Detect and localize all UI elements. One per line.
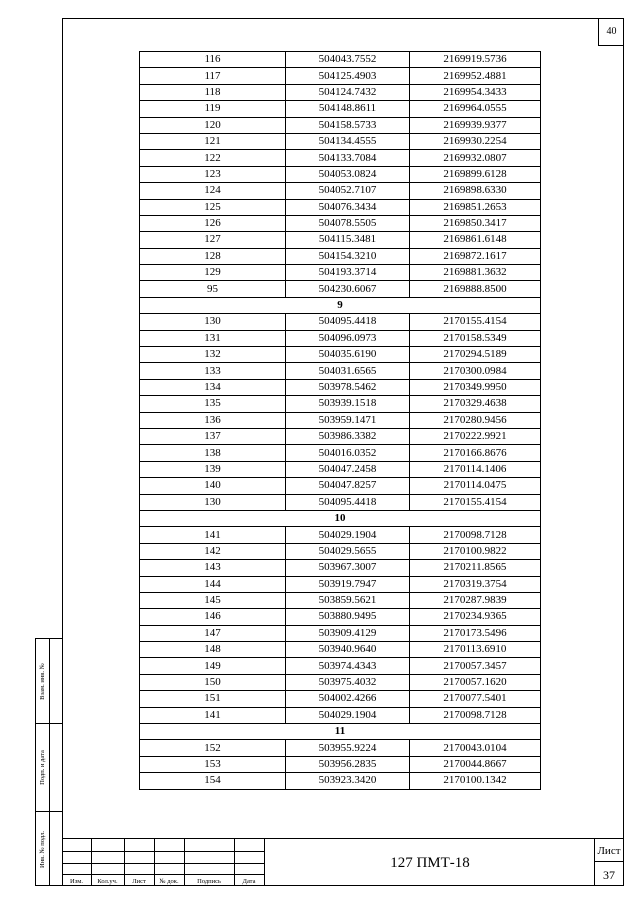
point-number: 149 bbox=[140, 658, 286, 674]
y-coordinate: 2169964.0555 bbox=[410, 101, 541, 117]
point-number: 141 bbox=[140, 527, 286, 543]
table-row bbox=[140, 658, 541, 674]
x-coordinate: 503959.1471 bbox=[286, 412, 410, 428]
x-coordinate: 503978.5462 bbox=[286, 379, 410, 395]
table-row bbox=[140, 232, 541, 248]
x-coordinate: 504148.8611 bbox=[286, 101, 410, 117]
table-row bbox=[140, 379, 541, 395]
coordinates-table bbox=[139, 51, 541, 790]
table-row bbox=[140, 428, 541, 444]
x-coordinate: 503986.3382 bbox=[286, 428, 410, 444]
y-coordinate: 2169899.6128 bbox=[410, 166, 541, 182]
section-header-row bbox=[140, 724, 541, 740]
table-row bbox=[140, 756, 541, 772]
y-coordinate: 2170294.5189 bbox=[410, 347, 541, 363]
x-coordinate: 504029.1904 bbox=[286, 707, 410, 723]
point-number: 130 bbox=[140, 314, 286, 330]
x-coordinate: 504096.0973 bbox=[286, 330, 410, 346]
y-coordinate: 2170114.1406 bbox=[410, 461, 541, 477]
y-coordinate: 2170098.7128 bbox=[410, 707, 541, 723]
y-coordinate: 2170057.1620 bbox=[410, 674, 541, 690]
y-coordinate: 2170329.4638 bbox=[410, 396, 541, 412]
y-coordinate: 2169881.3632 bbox=[410, 265, 541, 281]
table-row bbox=[140, 609, 541, 625]
point-number: 148 bbox=[140, 642, 286, 658]
table-row bbox=[140, 461, 541, 477]
y-coordinate: 2170077.5401 bbox=[410, 691, 541, 707]
point-number: 125 bbox=[140, 199, 286, 215]
point-number: 143 bbox=[140, 560, 286, 576]
point-number: 145 bbox=[140, 592, 286, 608]
point-number: 119 bbox=[140, 101, 286, 117]
point-number: 133 bbox=[140, 363, 286, 379]
point-number: 153 bbox=[140, 756, 286, 772]
point-number: 146 bbox=[140, 609, 286, 625]
document-designation: 127 ПМТ-18 bbox=[390, 854, 470, 871]
column-quantity: Кол.уч. bbox=[97, 877, 118, 885]
point-number: 120 bbox=[140, 117, 286, 133]
table-row bbox=[140, 330, 541, 346]
point-number: 128 bbox=[140, 248, 286, 264]
table-row bbox=[140, 215, 541, 231]
point-number: 130 bbox=[140, 494, 286, 510]
y-coordinate: 2170113.6910 bbox=[410, 642, 541, 658]
y-coordinate: 2170043.0104 bbox=[410, 740, 541, 756]
x-coordinate: 504230.6067 bbox=[286, 281, 410, 297]
section-number: 9 bbox=[140, 297, 541, 313]
section-header-row bbox=[140, 510, 541, 526]
table-row bbox=[140, 150, 541, 166]
point-number: 151 bbox=[140, 691, 286, 707]
x-coordinate: 504047.2458 bbox=[286, 461, 410, 477]
table-row bbox=[140, 625, 541, 641]
point-number: 95 bbox=[140, 281, 286, 297]
y-coordinate: 2169939.9377 bbox=[410, 117, 541, 133]
y-coordinate: 2169851.2653 bbox=[410, 199, 541, 215]
point-number: 131 bbox=[140, 330, 286, 346]
table-row bbox=[140, 117, 541, 133]
table-row bbox=[140, 691, 541, 707]
table-row bbox=[140, 740, 541, 756]
x-coordinate: 504095.4418 bbox=[286, 314, 410, 330]
y-coordinate: 2170173.5496 bbox=[410, 625, 541, 641]
column-sheet: Лист bbox=[132, 877, 146, 885]
x-coordinate: 504053.0824 bbox=[286, 166, 410, 182]
y-coordinate: 2170211.8565 bbox=[410, 560, 541, 576]
sheet-label: Лист bbox=[597, 845, 621, 857]
section-number: 10 bbox=[140, 510, 541, 526]
y-coordinate: 2170100.1342 bbox=[410, 773, 541, 789]
table-row bbox=[140, 494, 541, 510]
y-coordinate: 2170319.3754 bbox=[410, 576, 541, 592]
y-coordinate: 2170057.3457 bbox=[410, 658, 541, 674]
y-coordinate: 2169919.5736 bbox=[410, 52, 541, 68]
x-coordinate: 503919.7947 bbox=[286, 576, 410, 592]
x-coordinate: 504076.3434 bbox=[286, 199, 410, 215]
x-coordinate: 503955.9224 bbox=[286, 740, 410, 756]
section-number: 11 bbox=[140, 724, 541, 740]
y-coordinate: 2170100.9822 bbox=[410, 543, 541, 559]
table-row bbox=[140, 576, 541, 592]
y-coordinate: 2170300.0984 bbox=[410, 363, 541, 379]
table-row bbox=[140, 674, 541, 690]
original-inventory-label: Инв. № подл. bbox=[39, 830, 47, 868]
x-coordinate: 503923.3420 bbox=[286, 773, 410, 789]
point-number: 117 bbox=[140, 68, 286, 84]
point-number: 136 bbox=[140, 412, 286, 428]
x-coordinate: 504125.4903 bbox=[286, 68, 410, 84]
binding-strip bbox=[35, 638, 62, 886]
y-coordinate: 2169850.3417 bbox=[410, 215, 541, 231]
y-coordinate: 2169952.4881 bbox=[410, 68, 541, 84]
x-coordinate: 504115.3481 bbox=[286, 232, 410, 248]
table-row bbox=[140, 412, 541, 428]
y-coordinate: 2170166.8676 bbox=[410, 445, 541, 461]
y-coordinate: 2169888.8500 bbox=[410, 281, 541, 297]
point-number: 138 bbox=[140, 445, 286, 461]
y-coordinate: 2170155.4154 bbox=[410, 494, 541, 510]
point-number: 152 bbox=[140, 740, 286, 756]
x-coordinate: 504002.4266 bbox=[286, 691, 410, 707]
point-number: 126 bbox=[140, 215, 286, 231]
y-coordinate: 2170349.9950 bbox=[410, 379, 541, 395]
x-coordinate: 504047.8257 bbox=[286, 478, 410, 494]
point-number: 144 bbox=[140, 576, 286, 592]
x-coordinate: 504016.0352 bbox=[286, 445, 410, 461]
table-row bbox=[140, 265, 541, 281]
column-change: Изм. bbox=[70, 877, 83, 885]
table-row bbox=[140, 592, 541, 608]
table-row bbox=[140, 199, 541, 215]
x-coordinate: 503859.5621 bbox=[286, 592, 410, 608]
point-number: 132 bbox=[140, 347, 286, 363]
table-row bbox=[140, 707, 541, 723]
x-coordinate: 503967.3007 bbox=[286, 560, 410, 576]
point-number: 141 bbox=[140, 707, 286, 723]
point-number: 122 bbox=[140, 150, 286, 166]
point-number: 154 bbox=[140, 773, 286, 789]
point-number: 123 bbox=[140, 166, 286, 182]
table-row bbox=[140, 248, 541, 264]
table-row bbox=[140, 363, 541, 379]
x-coordinate: 503940.9640 bbox=[286, 642, 410, 658]
point-number: 147 bbox=[140, 625, 286, 641]
x-coordinate: 503939.1518 bbox=[286, 396, 410, 412]
x-coordinate: 503909.4129 bbox=[286, 625, 410, 641]
x-coordinate: 504133.7084 bbox=[286, 150, 410, 166]
point-number: 150 bbox=[140, 674, 286, 690]
point-number: 139 bbox=[140, 461, 286, 477]
point-number: 121 bbox=[140, 133, 286, 149]
x-coordinate: 503974.4343 bbox=[286, 658, 410, 674]
table-row bbox=[140, 101, 541, 117]
point-number: 134 bbox=[140, 379, 286, 395]
table-row bbox=[140, 560, 541, 576]
x-coordinate: 504158.5733 bbox=[286, 117, 410, 133]
column-signature: Подпись bbox=[197, 877, 221, 885]
point-number: 137 bbox=[140, 428, 286, 444]
table-row bbox=[140, 396, 541, 412]
x-coordinate: 504029.1904 bbox=[286, 527, 410, 543]
y-coordinate: 2170287.9839 bbox=[410, 592, 541, 608]
table-row bbox=[140, 183, 541, 199]
y-coordinate: 2170280.9456 bbox=[410, 412, 541, 428]
y-coordinate: 2170044.8667 bbox=[410, 756, 541, 772]
y-coordinate: 2169861.6148 bbox=[410, 232, 541, 248]
table-row bbox=[140, 133, 541, 149]
y-coordinate: 2169930.2254 bbox=[410, 133, 541, 149]
table-row bbox=[140, 347, 541, 363]
y-coordinate: 2170234.9365 bbox=[410, 609, 541, 625]
x-coordinate: 504043.7552 bbox=[286, 52, 410, 68]
x-coordinate: 503956.2835 bbox=[286, 756, 410, 772]
x-coordinate: 504029.5655 bbox=[286, 543, 410, 559]
column-date: Дата bbox=[242, 877, 256, 885]
y-coordinate: 2170222.9921 bbox=[410, 428, 541, 444]
signature-date-label: Подп. и дата bbox=[39, 749, 47, 785]
x-coordinate: 504134.4555 bbox=[286, 133, 410, 149]
table-row bbox=[140, 527, 541, 543]
sheet-number: 37 bbox=[603, 867, 615, 882]
section-header-row bbox=[140, 297, 541, 313]
table-row bbox=[140, 478, 541, 494]
point-number: 140 bbox=[140, 478, 286, 494]
point-number: 116 bbox=[140, 52, 286, 68]
table-row bbox=[140, 52, 541, 68]
x-coordinate: 504031.6565 bbox=[286, 363, 410, 379]
x-coordinate: 504095.4418 bbox=[286, 494, 410, 510]
point-number: 129 bbox=[140, 265, 286, 281]
x-coordinate: 504078.5505 bbox=[286, 215, 410, 231]
table-row bbox=[140, 314, 541, 330]
replacement-inventory-label: Взам. инв. № bbox=[39, 662, 47, 700]
y-coordinate: 2170155.4154 bbox=[410, 314, 541, 330]
point-number: 124 bbox=[140, 183, 286, 199]
table-row bbox=[140, 84, 541, 100]
point-number: 127 bbox=[140, 232, 286, 248]
point-number: 118 bbox=[140, 84, 286, 100]
point-number: 142 bbox=[140, 543, 286, 559]
x-coordinate: 503880.9495 bbox=[286, 609, 410, 625]
y-coordinate: 2170158.5349 bbox=[410, 330, 541, 346]
x-coordinate: 504035.6190 bbox=[286, 347, 410, 363]
y-coordinate: 2169872.1617 bbox=[410, 248, 541, 264]
x-coordinate: 504052.7107 bbox=[286, 183, 410, 199]
x-coordinate: 504154.3210 bbox=[286, 248, 410, 264]
x-coordinate: 504124.7432 bbox=[286, 84, 410, 100]
title-block bbox=[62, 838, 624, 886]
column-document-number: № док. bbox=[159, 877, 179, 885]
table-row bbox=[140, 166, 541, 182]
y-coordinate: 2169954.3433 bbox=[410, 84, 541, 100]
table-row bbox=[140, 642, 541, 658]
top-sheet-number: 40 bbox=[598, 18, 624, 46]
y-coordinate: 2169932.0807 bbox=[410, 150, 541, 166]
y-coordinate: 2170098.7128 bbox=[410, 527, 541, 543]
table-row bbox=[140, 543, 541, 559]
table-row bbox=[140, 445, 541, 461]
x-coordinate: 504193.3714 bbox=[286, 265, 410, 281]
y-coordinate: 2169898.6330 bbox=[410, 183, 541, 199]
table-row bbox=[140, 281, 541, 297]
table-row bbox=[140, 773, 541, 789]
x-coordinate: 503975.4032 bbox=[286, 674, 410, 690]
y-coordinate: 2170114.0475 bbox=[410, 478, 541, 494]
point-number: 135 bbox=[140, 396, 286, 412]
table-row bbox=[140, 68, 541, 84]
